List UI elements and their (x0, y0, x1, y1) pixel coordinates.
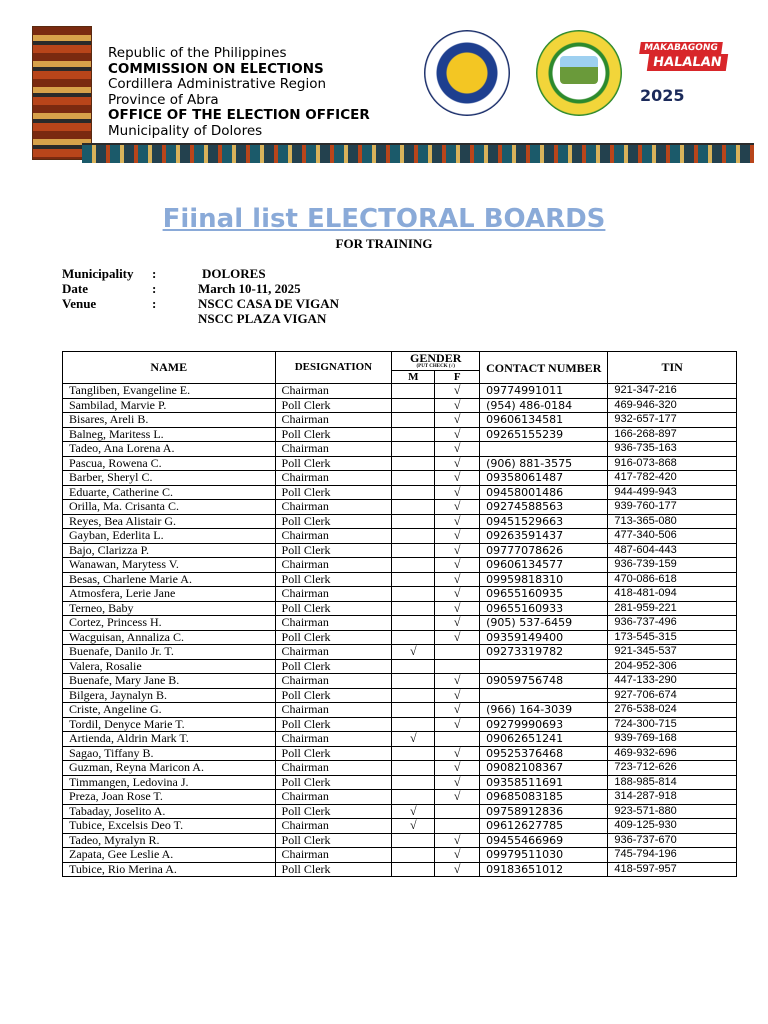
cell-male (392, 500, 435, 515)
cell-tin: 936-737-496 (608, 616, 737, 631)
letterhead (108, 46, 370, 139)
cell-male: √ (392, 732, 435, 747)
table-row (63, 398, 737, 413)
cell-female: √ (435, 703, 480, 718)
table-row (63, 456, 737, 471)
municipality-colon: : (152, 266, 157, 281)
municipality-label: Municipality (62, 266, 134, 281)
cell-contact: 09525376468 (480, 746, 608, 761)
cell-contact (480, 442, 608, 457)
table-row (63, 674, 737, 689)
cell-male (392, 427, 435, 442)
cell-contact: 09455466969 (480, 833, 608, 848)
header-gender-label: GENDER (410, 350, 462, 365)
cell-designation: Poll Clerk (275, 746, 392, 761)
cell-female: √ (435, 790, 480, 805)
cell-tin: 936-737-670 (608, 833, 737, 848)
cell-tin: 724-300-715 (608, 717, 737, 732)
header-gender (392, 352, 480, 371)
cell-female: √ (435, 616, 480, 631)
cell-name: Wacguisan, Annaliza C. (63, 630, 276, 645)
table-row (63, 543, 737, 558)
cell-designation: Chairman (275, 529, 392, 544)
cell-female: √ (435, 413, 480, 428)
table-row (63, 630, 737, 645)
cell-male (392, 529, 435, 544)
cell-tin: 276-538-024 (608, 703, 737, 718)
cell-contact: 09359149400 (480, 630, 608, 645)
cell-male (392, 471, 435, 486)
cell-tin: 188-985-814 (608, 775, 737, 790)
cell-female (435, 659, 480, 674)
cell-tin: 944-499-943 (608, 485, 737, 500)
table-row (63, 717, 737, 732)
cell-designation: Poll Clerk (275, 456, 392, 471)
header-tin: TIN (608, 352, 737, 384)
cell-female: √ (435, 514, 480, 529)
cell-designation: Poll Clerk (275, 427, 392, 442)
table-row (63, 703, 737, 718)
cell-name: Bisares, Areli B. (63, 413, 276, 428)
cell-designation: Poll Clerk (275, 775, 392, 790)
cell-female: √ (435, 558, 480, 573)
cell-tin: 932-657-177 (608, 413, 737, 428)
cell-contact: 09265155239 (480, 427, 608, 442)
halalan-logo-main: HALALAN (647, 54, 728, 71)
cell-contact: 09062651241 (480, 732, 608, 747)
cell-female: √ (435, 674, 480, 689)
header-female: F (435, 371, 480, 384)
cell-contact: 09451529663 (480, 514, 608, 529)
cell-name: Tabaday, Joselito A. (63, 804, 276, 819)
cell-female: √ (435, 572, 480, 587)
cell-designation: Poll Clerk (275, 601, 392, 616)
cell-contact: 09279990693 (480, 717, 608, 732)
table-row (63, 587, 737, 602)
cell-name: Barber, Sheryl C. (63, 471, 276, 486)
cell-male (392, 587, 435, 602)
cell-male: √ (392, 645, 435, 660)
cell-tin: 477-340-506 (608, 529, 737, 544)
decorative-banner-left (32, 26, 92, 160)
cell-male (392, 761, 435, 776)
cell-male (392, 384, 435, 399)
cell-contact: (966) 164-3039 (480, 703, 608, 718)
comelec-seal (424, 30, 510, 116)
halalan-logo (638, 40, 728, 110)
cell-female: √ (435, 456, 480, 471)
cell-contact: 09655160935 (480, 587, 608, 602)
cell-female: √ (435, 601, 480, 616)
table-row (63, 862, 737, 877)
cell-female: √ (435, 398, 480, 413)
cell-tin: 204-952-306 (608, 659, 737, 674)
cell-contact: 09059756748 (480, 674, 608, 689)
cell-contact: 09612627785 (480, 819, 608, 834)
cell-female: √ (435, 746, 480, 761)
halalan-logo-top: MAKABAGONG (639, 42, 722, 54)
cell-name: Cortez, Princess H. (63, 616, 276, 631)
header-line-1: Republic of the Philippines (108, 45, 287, 61)
cell-male (392, 616, 435, 631)
cell-female: √ (435, 427, 480, 442)
table-body (63, 384, 737, 877)
date-colon: : (152, 281, 157, 296)
table-row (63, 558, 737, 573)
cell-tin: 923-571-880 (608, 804, 737, 819)
cell-contact: (906) 881-3575 (480, 456, 608, 471)
cell-male (392, 485, 435, 500)
venue-colon: : (152, 296, 157, 311)
cell-designation: Chairman (275, 732, 392, 747)
cell-name: Bilgera, Jaynalyn B. (63, 688, 276, 703)
venue-value-1: NSCC CASA DE VIGAN (198, 296, 339, 311)
cell-tin: 470-086-618 (608, 572, 737, 587)
cell-name: Besas, Charlene Marie A. (63, 572, 276, 587)
cell-contact: 09774991011 (480, 384, 608, 399)
cell-male (392, 862, 435, 877)
cell-designation: Poll Clerk (275, 862, 392, 877)
table-row (63, 500, 737, 515)
cell-contact: 09777078626 (480, 543, 608, 558)
cell-name: Zapata, Gee Leslie A. (63, 848, 276, 863)
cell-female: √ (435, 442, 480, 457)
cell-contact: 09606134577 (480, 558, 608, 573)
cell-female: √ (435, 587, 480, 602)
date-value: March 10-11, 2025 (198, 281, 301, 296)
cell-male (392, 558, 435, 573)
cell-contact: 09263591437 (480, 529, 608, 544)
cell-male (392, 572, 435, 587)
table-row (63, 688, 737, 703)
cell-contact: 09685083185 (480, 790, 608, 805)
cell-designation: Chairman (275, 790, 392, 805)
cell-designation: Chairman (275, 500, 392, 515)
table-row (63, 616, 737, 631)
cell-male (392, 790, 435, 805)
cell-female: √ (435, 862, 480, 877)
cell-designation: Chairman (275, 587, 392, 602)
cell-female: √ (435, 775, 480, 790)
cell-tin: 166-268-897 (608, 427, 737, 442)
table-header-row (63, 352, 737, 371)
cell-name: Eduarte, Catherine C. (63, 485, 276, 500)
cell-male (392, 456, 435, 471)
cell-tin: 417-782-420 (608, 471, 737, 486)
cell-male (392, 601, 435, 616)
cell-male (392, 442, 435, 457)
cell-female: √ (435, 384, 480, 399)
cell-tin: 936-735-163 (608, 442, 737, 457)
cell-designation: Chairman (275, 703, 392, 718)
cell-male (392, 413, 435, 428)
cell-contact: 09959818310 (480, 572, 608, 587)
cell-male (392, 833, 435, 848)
table-row (63, 804, 737, 819)
table-row (63, 471, 737, 486)
cell-tin: 916-073-868 (608, 456, 737, 471)
cell-female: √ (435, 833, 480, 848)
electoral-boards-table (62, 351, 737, 877)
cell-name: Tadeo, Myralyn R. (63, 833, 276, 848)
cell-name: Sagao, Tiffany B. (63, 746, 276, 761)
cell-name: Tubice, Excelsis Deo T. (63, 819, 276, 834)
header-designation: DESIGNATION (275, 352, 392, 384)
cell-contact: 09274588563 (480, 500, 608, 515)
table-row (63, 761, 737, 776)
cell-designation: Poll Clerk (275, 688, 392, 703)
cell-designation: Chairman (275, 558, 392, 573)
table-row (63, 572, 737, 587)
cell-tin: 745-794-196 (608, 848, 737, 863)
header-gender-note: (PUT CHECK (√) (416, 363, 455, 369)
cell-designation: Poll Clerk (275, 485, 392, 500)
cell-designation: Chairman (275, 616, 392, 631)
header-line-6: Municipality of Dolores (108, 122, 263, 139)
cell-name: Gayban, Ederlita L. (63, 529, 276, 544)
date-label: Date (62, 281, 88, 296)
cell-name: Criste, Angeline G. (63, 703, 276, 718)
cell-designation: Chairman (275, 442, 392, 457)
cell-name: Atmosfera, Lerie Jane (63, 587, 276, 602)
page-title-text: Fiinal list ELECTORAL BOARDS (162, 204, 606, 234)
cell-female: √ (435, 529, 480, 544)
header-line-5: OFFICE OF THE ELECTION OFFICER (108, 107, 370, 123)
cell-name: Tubice, Rio Merina A. (63, 862, 276, 877)
cell-designation: Poll Clerk (275, 543, 392, 558)
cell-name: Pascua, Rowena C. (63, 456, 276, 471)
cell-contact: 09458001486 (480, 485, 608, 500)
cell-male (392, 659, 435, 674)
cell-tin: 927-706-674 (608, 688, 737, 703)
cell-name: Tangliben, Evangeline E. (63, 384, 276, 399)
cell-contact: 09979511030 (480, 848, 608, 863)
cell-contact: (954) 486-0184 (480, 398, 608, 413)
venue-label: Venue (62, 296, 97, 311)
cell-tin: 469-932-696 (608, 746, 737, 761)
cell-tin: 939-769-168 (608, 732, 737, 747)
cell-name: Artienda, Aldrin Mark T. (63, 732, 276, 747)
cell-tin: 418-481-094 (608, 587, 737, 602)
cell-designation: Chairman (275, 471, 392, 486)
cell-designation: Chairman (275, 819, 392, 834)
cell-contact: 09082108367 (480, 761, 608, 776)
cell-female (435, 819, 480, 834)
cell-tin: 723-712-626 (608, 761, 737, 776)
cell-contact: 09655160933 (480, 601, 608, 616)
cell-name: Orilla, Ma. Crisanta C. (63, 500, 276, 515)
page-subtitle: FOR TRAINING (335, 236, 433, 251)
table-row (63, 442, 737, 457)
table-row (63, 529, 737, 544)
cell-tin: 409-125-930 (608, 819, 737, 834)
table-row (63, 819, 737, 834)
cell-male (392, 717, 435, 732)
cell-male (392, 848, 435, 863)
cell-female (435, 645, 480, 660)
cell-tin: 936-739-159 (608, 558, 737, 573)
cell-name: Balneg, Maritess L. (63, 427, 276, 442)
table-row (63, 384, 737, 399)
halalan-logo-year: 2025 (640, 86, 685, 105)
cell-male: √ (392, 804, 435, 819)
cell-tin: 418-597-957 (608, 862, 737, 877)
cell-designation: Chairman (275, 384, 392, 399)
cell-name: Tadeo, Ana Lorena A. (63, 442, 276, 457)
cell-name: Wanawan, Marytess V. (63, 558, 276, 573)
cell-male (392, 674, 435, 689)
cell-male (392, 514, 435, 529)
cell-female: √ (435, 485, 480, 500)
cell-name: Tordil, Denyce Marie T. (63, 717, 276, 732)
cell-female (435, 732, 480, 747)
cell-tin: 487-604-443 (608, 543, 737, 558)
cell-tin: 939-760-177 (608, 500, 737, 515)
cell-female: √ (435, 471, 480, 486)
cell-female: √ (435, 848, 480, 863)
cell-name: Reyes, Bea Alistair G. (63, 514, 276, 529)
cell-tin: 713-365-080 (608, 514, 737, 529)
cell-name: Preza, Joan Rose T. (63, 790, 276, 805)
municipality-value: DOLORES (202, 266, 266, 281)
cell-designation: Chairman (275, 848, 392, 863)
table-row (63, 427, 737, 442)
cell-designation: Poll Clerk (275, 630, 392, 645)
cell-designation: Poll Clerk (275, 572, 392, 587)
cell-designation: Poll Clerk (275, 398, 392, 413)
cell-contact: 09358511691 (480, 775, 608, 790)
cell-name: Bajo, Clarizza P. (63, 543, 276, 558)
cell-name: Valera, Rosalie (63, 659, 276, 674)
cell-contact: 09183651012 (480, 862, 608, 877)
header-male: M (392, 371, 435, 384)
cell-designation: Chairman (275, 645, 392, 660)
table-row (63, 790, 737, 805)
cell-designation: Poll Clerk (275, 717, 392, 732)
table-row (63, 659, 737, 674)
cell-name: Terneo, Baby (63, 601, 276, 616)
cell-female (435, 804, 480, 819)
cell-female: √ (435, 688, 480, 703)
page-title (0, 204, 768, 234)
cell-male (392, 630, 435, 645)
table-row (63, 485, 737, 500)
cell-tin: 281-959-221 (608, 601, 737, 616)
cell-male (392, 688, 435, 703)
cell-designation: Poll Clerk (275, 833, 392, 848)
cell-contact: (905) 537-6459 (480, 616, 608, 631)
cell-female: √ (435, 630, 480, 645)
header-line-3: Cordillera Administrative Region (108, 76, 327, 92)
table-row (63, 746, 737, 761)
cell-male (392, 775, 435, 790)
table-row (63, 848, 737, 863)
table-row (63, 833, 737, 848)
cell-tin: 921-345-537 (608, 645, 737, 660)
cell-female: √ (435, 761, 480, 776)
table-row (63, 601, 737, 616)
cell-male (392, 703, 435, 718)
cell-name: Timmangen, Ledovina J. (63, 775, 276, 790)
cell-male (392, 398, 435, 413)
table-row (63, 514, 737, 529)
cell-male: √ (392, 819, 435, 834)
cell-contact: 09758912836 (480, 804, 608, 819)
cell-name: Buenafe, Danilo Jr. T. (63, 645, 276, 660)
cell-designation: Chairman (275, 413, 392, 428)
cell-male (392, 543, 435, 558)
cell-contact: 09606134581 (480, 413, 608, 428)
cell-contact: 09273319782 (480, 645, 608, 660)
cell-name: Buenafe, Mary Jane B. (63, 674, 276, 689)
cell-female: √ (435, 500, 480, 515)
cell-female: √ (435, 543, 480, 558)
cell-female: √ (435, 717, 480, 732)
cell-contact (480, 688, 608, 703)
cell-designation: Poll Clerk (275, 659, 392, 674)
cell-designation: Chairman (275, 674, 392, 689)
table-row (63, 645, 737, 660)
cell-tin: 469-946-320 (608, 398, 737, 413)
cell-contact: 09358061487 (480, 471, 608, 486)
header-name: NAME (63, 352, 276, 384)
cell-name: Guzman, Reyna Maricon A. (63, 761, 276, 776)
cell-tin: 314-287-918 (608, 790, 737, 805)
cell-tin: 173-545-315 (608, 630, 737, 645)
cell-designation: Poll Clerk (275, 804, 392, 819)
cell-male (392, 746, 435, 761)
table-row (63, 775, 737, 790)
decorative-strip (82, 143, 754, 163)
table-row (63, 732, 737, 747)
cell-contact (480, 659, 608, 674)
cell-tin: 921-347-216 (608, 384, 737, 399)
venue-value-2: NSCC PLAZA VIGAN (198, 311, 327, 326)
cell-name: Sambilad, Marvie P. (63, 398, 276, 413)
cell-tin: 447-133-290 (608, 674, 737, 689)
header-line-4: Province of Abra (108, 91, 219, 108)
cell-designation: Poll Clerk (275, 514, 392, 529)
cell-designation: Chairman (275, 761, 392, 776)
table-row (63, 413, 737, 428)
header-contact: CONTACT NUMBER (480, 352, 608, 384)
header-line-2: COMMISSION ON ELECTIONS (108, 60, 324, 77)
dolores-seal-landscape (560, 56, 598, 84)
